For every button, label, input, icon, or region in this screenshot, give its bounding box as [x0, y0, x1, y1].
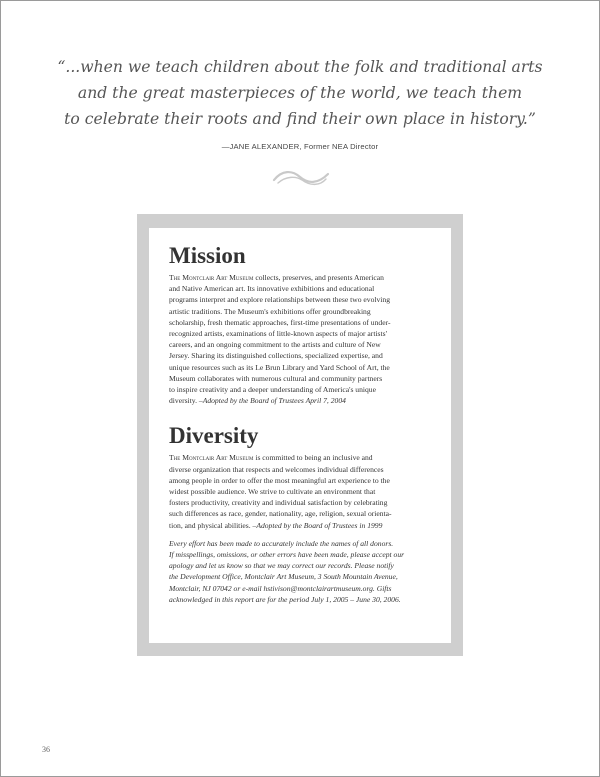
diversity-heading: Diversity — [169, 423, 259, 449]
diversity-adopted-note: –Adopted by the Board of Trustees in 1999 — [252, 520, 383, 530]
mission-line — [169, 395, 437, 406]
museum-name: The Montclair Art Museum — [169, 273, 254, 282]
diversity-line — [169, 520, 437, 531]
quote-attribution: —JANE ALEXANDER, Former NEA Director — [221, 142, 379, 151]
diversity-line: diverse organization that respects and welcomes individual differences — [169, 464, 384, 474]
diversity-line: fosters productivity, creativity and individual satisfaction by celebrating — [169, 498, 388, 508]
mission-line-rest: collects, preserves, and presents American — [253, 273, 384, 282]
mission-line: unique resources such as its Le Brun Library and Yard School of Art, the — [169, 362, 390, 372]
flourish-ornament-icon — [270, 166, 332, 188]
diversity-line-rest: is committed to being an inclusive and — [253, 453, 373, 463]
mission-line: Museum collaborates with numerous cultural and community partners — [169, 373, 383, 383]
mission-line: programs interpret and explore relationships between these two evolving — [169, 295, 390, 305]
pull-quote — [40, 54, 560, 132]
note-line: the Development Office, Montclair Art Museum, 3 South Mountain Avenue, — [169, 572, 398, 582]
diversity-line: such differences as race, gender, nationality, age, religion, sexual orienta- — [169, 509, 392, 519]
note-line: acknowledged in this report are for the period July 1, 2005 – June 30, 2006. — [169, 594, 401, 604]
diversity-line — [169, 452, 437, 463]
note-line: If misspellings, omissions, or other errors have been made, please accept our — [169, 550, 405, 560]
mission-line: careers, and an ongoing commitment to the artists and culture of New — [169, 340, 381, 350]
page-number: 36 — [42, 745, 50, 754]
mission-line: scholarship, fresh thematic approaches, first-time presentations of under- — [169, 317, 391, 327]
mission-adopted-note: –Adopted by the Board of Trustees April 7, 2004 — [198, 396, 346, 406]
museum-name: The Montclair Art Museum — [169, 453, 254, 463]
quote-line: and the great masterpieces of the world, we teach them — [77, 84, 523, 102]
mission-line: and Native American art. Its innovative exhibitions and educational — [169, 284, 375, 294]
mission-line: artistic traditions. The Museum's exhibitions offer groundbreaking — [169, 306, 371, 316]
mission-line: to inspire creativity and a deeper understanding of America's unique — [169, 385, 376, 395]
note-line: Montclair, NJ 07042 or e-mail hstivison@montclairartmuseum.org. Gifts — [169, 583, 392, 593]
mission-heading: Mission — [169, 243, 246, 268]
mission-panel — [149, 228, 451, 643]
note-line: Every effort has been made to accurately include the names of all donors. — [169, 538, 394, 548]
mission-line: recognized artists, examinations of little-known aspects of major artists' — [169, 329, 387, 339]
donor-note — [169, 538, 437, 605]
diversity-text — [169, 452, 437, 530]
mission-line: Jersey. Sharing its distinguished collections, specialized expertise, and — [169, 351, 383, 361]
quote-line: “...when we teach children about the folk and traditional arts — [57, 58, 543, 76]
mission-last-line: diversity. — [169, 396, 199, 406]
mission-text — [169, 272, 437, 406]
note-line: apology and let us know so that we may correct our records. Please notify — [169, 561, 394, 571]
diversity-line: among people in order to offer the most meaningful art experience to the — [169, 475, 390, 485]
panel-content — [169, 244, 437, 605]
diversity-line: widest possible audience. We strive to cultivate an environment that — [169, 487, 376, 497]
mission-line — [169, 272, 437, 283]
diversity-section — [169, 424, 437, 530]
diversity-last-line: tion, and physical abilities. — [169, 520, 253, 530]
quote-line: to celebrate their roots and find their own place in history.” — [64, 110, 536, 128]
